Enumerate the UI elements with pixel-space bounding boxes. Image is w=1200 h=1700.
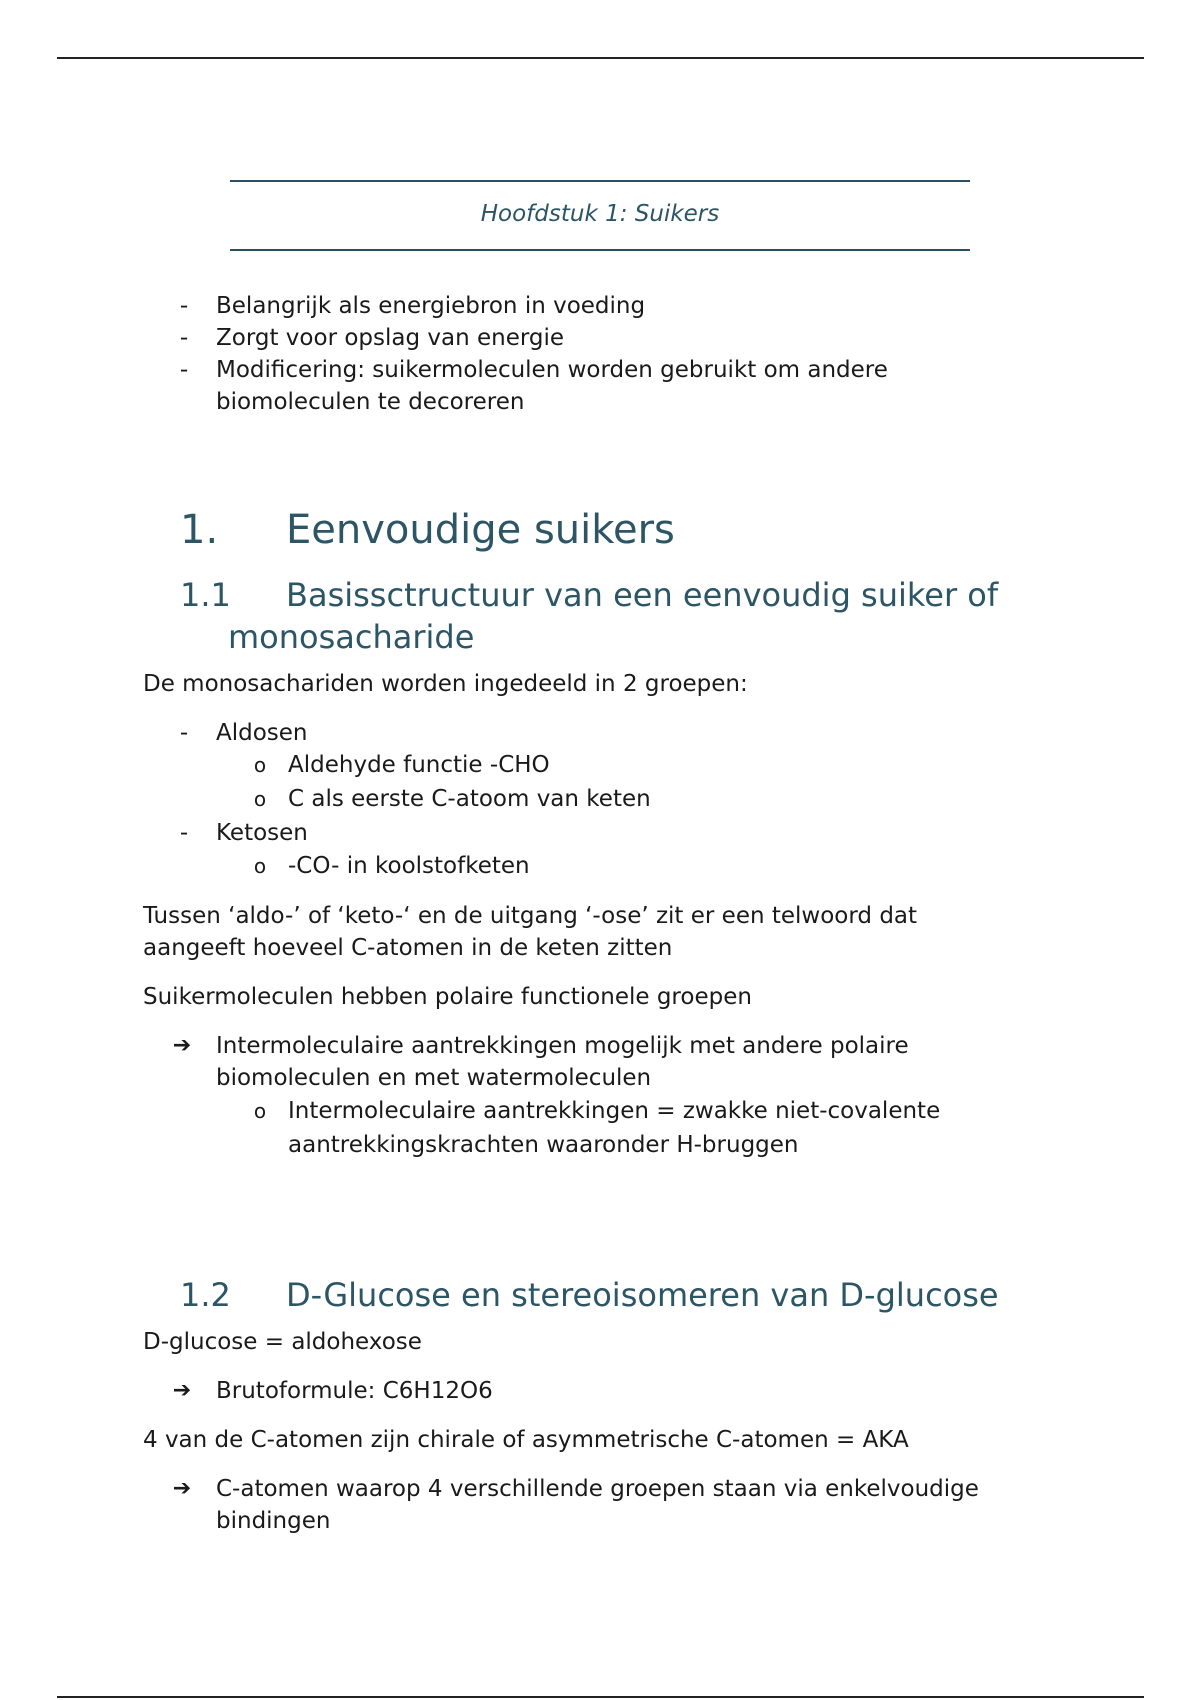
chirale-uitleg: C-atomen waarop 4 verschillende groepen staan via enkelvoudige xyxy=(216,1476,979,1502)
ketosen-subitem: -CO- in koolstofketen xyxy=(288,853,530,879)
paragraph-telwoord: Tussen ‘aldo-’ of ‘keto-‘ en de uitgang ‘-ose’ zit er een telwoord dat xyxy=(143,903,918,929)
section-1-2-number: 1.2 xyxy=(180,1276,231,1314)
section-1-1-title: Basissctructuur van een eenvoudig suiker of xyxy=(286,576,999,614)
intro-item: Modificering: suikermoleculen worden gebruikt om andere xyxy=(216,357,888,383)
dash-bullet: - xyxy=(179,720,189,746)
circle-bullet: o xyxy=(253,1099,267,1123)
dash-bullet: - xyxy=(179,820,189,846)
intro-item: Belangrijk als energiebron in voeding xyxy=(216,293,646,319)
intro-item-continuation: biomoleculen te decoreren xyxy=(216,389,525,415)
paragraph-telwoord-continuation: aangeeft hoeveel C-atomen in de keten zitten xyxy=(143,935,673,961)
dash-bullet: - xyxy=(179,357,189,383)
arrow-item-continuation: biomoleculen en met watermoleculen xyxy=(216,1065,652,1091)
circle-bullet: o xyxy=(253,854,267,878)
section-1-number: 1. xyxy=(180,507,219,553)
arrow-right-icon: ➔ xyxy=(172,1033,192,1058)
chapter-rule-top xyxy=(230,180,970,182)
page-bottom-rule xyxy=(57,1696,1144,1698)
circle-bullet: o xyxy=(253,787,267,811)
arrow-subitem-continuation: aantrekkingskrachten waaronder H-bruggen xyxy=(288,1132,799,1158)
aldosen-subitem: Aldehyde functie -CHO xyxy=(288,752,550,778)
groups-intro: De monosachariden worden ingedeeld in 2 groepen: xyxy=(143,671,748,697)
arrow-subitem: Intermoleculaire aantrekkingen = zwakke niet-covalente xyxy=(288,1098,941,1124)
chapter-title: Hoofdstuk 1: Suikers xyxy=(480,201,720,227)
dash-bullet: - xyxy=(179,293,189,319)
dash-bullet: - xyxy=(179,325,189,351)
arrow-right-icon: ➔ xyxy=(172,1476,192,1501)
aldosen-subitem: C als eerste C-atoom van keten xyxy=(288,786,651,812)
group-aldosen: Aldosen xyxy=(216,720,308,746)
arrow-item: Intermoleculaire aantrekkingen mogelijk met andere polaire xyxy=(216,1033,909,1059)
glucose-definition: D-glucose = aldohexose xyxy=(143,1329,422,1355)
section-1-2-title: D-Glucose en stereoisomeren van D-glucose xyxy=(286,1276,999,1314)
section-1-title: Eenvoudige suikers xyxy=(286,507,675,553)
circle-bullet: o xyxy=(253,753,267,777)
section-1-1-title-continuation: monosacharide xyxy=(228,618,475,656)
brutoformule: Brutoformule: C6H12O6 xyxy=(216,1378,493,1404)
section-1-1-number: 1.1 xyxy=(180,576,231,614)
group-ketosen: Ketosen xyxy=(216,820,308,846)
arrow-right-icon: ➔ xyxy=(172,1378,192,1403)
paragraph-polair: Suikermoleculen hebben polaire functionele groepen xyxy=(143,984,752,1010)
chirale-atomen: 4 van de C-atomen zijn chirale of asymmetrische C-atomen = AKA xyxy=(143,1427,909,1453)
chapter-rule-bottom xyxy=(230,249,970,251)
chirale-uitleg-continuation: bindingen xyxy=(216,1508,331,1534)
page-top-rule xyxy=(57,57,1144,59)
intro-item: Zorgt voor opslag van energie xyxy=(216,325,565,351)
